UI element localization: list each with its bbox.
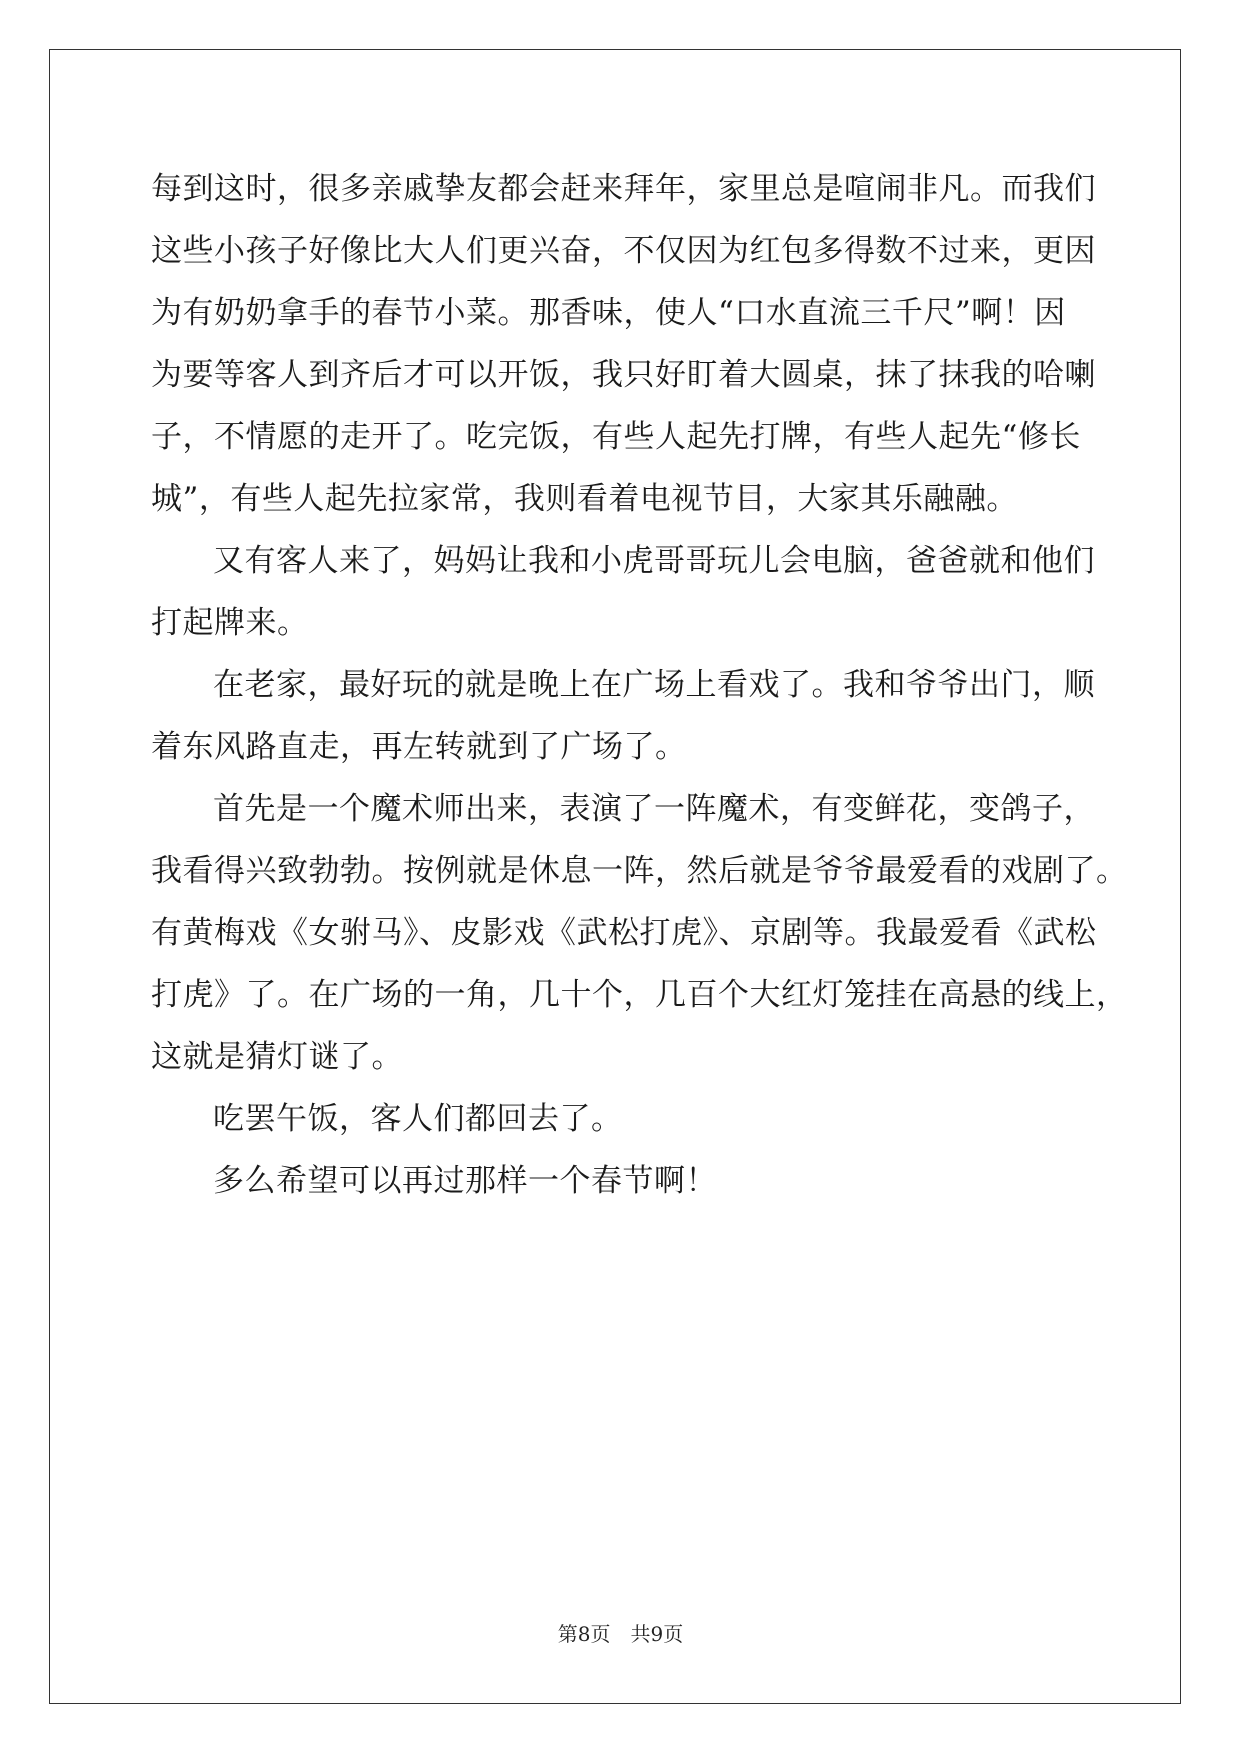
text-line: 我看得兴致勃勃。按例就是休息一阵，然后就是爷爷最爱看的戏剧了。 [151, 853, 1128, 889]
text-line: 每到这时，很多亲戚挚友都会赶来拜年，家里总是喧闹非凡。而我们 [151, 171, 1096, 207]
text-line: 多么希望可以再过那样一个春节啊！ [213, 1163, 717, 1199]
text-line: 着东风路直走，再左转就到了广场了。 [151, 729, 687, 765]
page-number-footer: 第8页 共9页 [557, 1622, 684, 1646]
text-line: 打虎》了。在广场的一角，几十个，几百个大红灯笼挂在高悬的线上， [151, 977, 1128, 1013]
text-line: 为有奶奶拿手的春节小菜。那香味，使人“口水直流三千尺”啊！因 [151, 295, 1066, 331]
text-line: 在老家，最好玩的就是晚上在广场上看戏了。我和爷爷出门，顺 [213, 667, 1095, 703]
text-line: 这些小孩子好像比大人们更兴奋，不仅因为红包多得数不过来，更因 [151, 233, 1096, 269]
document-body [151, 158, 1128, 1212]
text-line: 有黄梅戏《女驸马》、皮影戏《武松打虎》、京剧等。我最爱看《武松 [151, 915, 1097, 951]
text-line: 又有客人来了，妈妈让我和小虎哥哥玩儿会电脑，爸爸就和他们 [213, 543, 1095, 579]
text-line: 这就是猜灯谜了。 [151, 1039, 403, 1075]
text-line: 吃罢午饭，客人们都回去了。 [213, 1101, 623, 1137]
text-line: 城”，有些人起先拉家常，我则看着电视节目，大家其乐融融。 [151, 481, 1018, 517]
text-line: 打起牌来。 [151, 605, 309, 641]
text-line: 首先是一个魔术师出来，表演了一阵魔术，有变鲜花，变鸽子， [213, 791, 1095, 827]
text-line: 为要等客人到齐后才可以开饭，我只好盯着大圆桌，抹了抹我的哈喇 [151, 357, 1096, 393]
text-line: 子，不情愿的走开了。吃完饭，有些人起先打牌，有些人起先“修长 [151, 419, 1081, 455]
